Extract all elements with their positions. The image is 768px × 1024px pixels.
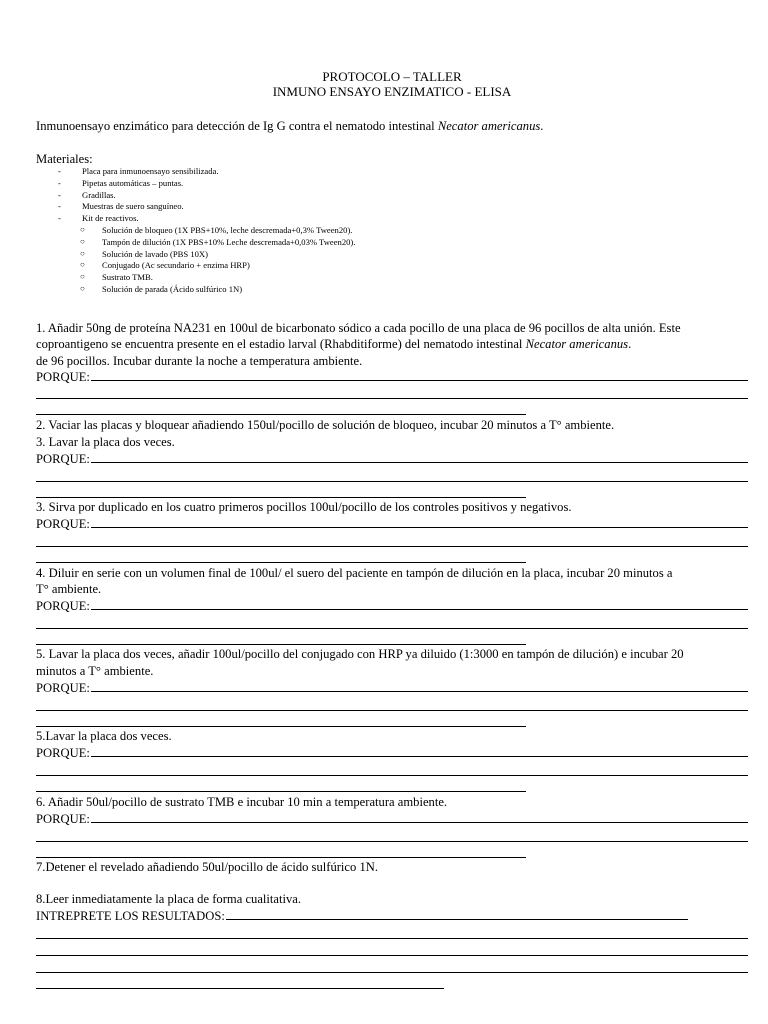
list-item: ○ Solución de bloqueo (1X PBS+10%, leche descremada+0,3% Tween20).: [80, 224, 353, 235]
answer-line[interactable]: [36, 726, 526, 727]
document-subtitle: INMUNO ENSAYO ENZIMATICO - ELISA: [272, 84, 512, 99]
reagent-kit-list: [58, 225, 355, 296]
list-item: - Pipetas automáticas – puntas.: [58, 177, 184, 188]
answer-line[interactable]: [36, 628, 748, 629]
list-item: ○ Tampón de dilución (1X PBS+10% Leche descremada+0,03% Tween20).: [80, 236, 356, 247]
answer-line[interactable]: [36, 841, 748, 842]
list-item: - Gradillas.: [58, 189, 116, 200]
bullet-circle-icon: ○: [80, 236, 85, 246]
answer-line[interactable]: [36, 857, 526, 858]
porque-answer-line[interactable]: PORQUE:: [36, 599, 748, 612]
step-6: 6. Añadir 50ul/pocillo de sustrato TMB e incubar 10 min a temperatura ambiente.: [36, 795, 448, 809]
porque-answer-line[interactable]: PORQUE:: [36, 452, 748, 465]
answer-line[interactable]: [36, 644, 526, 645]
porque-answer-line[interactable]: PORQUE:: [36, 370, 748, 383]
answer-line[interactable]: [36, 791, 526, 792]
answer-line[interactable]: [36, 938, 748, 939]
step-1-line-1: 1. Añadir 50ng de proteína NA231 en 100ul de bicarbonato sódico a cada pocillo de una placa de 96 pocillos de alta unión. Este: [36, 321, 681, 335]
interpret-results-line[interactable]: INTREPRETE LOS RESULTADOS:: [36, 909, 688, 922]
porque-answer-line[interactable]: PORQUE:: [36, 517, 748, 530]
species-name: Necator americanus: [437, 119, 541, 133]
materials-heading: Materiales:: [36, 152, 93, 166]
answer-line[interactable]: [36, 497, 526, 498]
answer-line[interactable]: [36, 562, 526, 563]
porque-answer-line[interactable]: PORQUE:: [36, 812, 748, 825]
list-item: ○ Solución de parada (Ácido sulfúrico 1N): [80, 283, 243, 294]
answer-line[interactable]: [36, 481, 748, 482]
answer-line[interactable]: [36, 972, 748, 973]
step-1-line-3: de 96 pocillos. Incubar durante la noche a temperatura ambiente.: [36, 354, 363, 368]
answer-line[interactable]: [36, 398, 748, 399]
step-5-line-1: 5. Lavar la placa dos veces, añadir 100ul/pocillo del conjugado con HRP ya diluido (1:3000 en tampón de dilución) e incubar 20: [36, 647, 684, 661]
step-7: 7.Detener el revelado añadiendo 50ul/pocillo de ácido sulfúrico 1N.: [36, 860, 379, 874]
intro-paragraph: Inmunoensayo enzimático para detección de Ig G contra el nematodo intestinal Necator americanus.: [36, 119, 544, 133]
step-8: 8.Leer inmediatamente la placa de forma cualitativa.: [36, 892, 302, 906]
list-item: ○ Solución de lavado (PBS 10X): [80, 248, 208, 259]
list-item: ○ Conjugado (Ac secundario + enzima HRP): [80, 260, 250, 271]
answer-line[interactable]: [36, 988, 444, 989]
bullet-circle-icon: ○: [80, 272, 85, 282]
answer-line[interactable]: [36, 775, 748, 776]
step-1-line-2: coproantigeno se encuentra presente en el estadio larval (Rhabditiforme) del nematodo intestinal Necator americanus.: [36, 337, 632, 351]
step-5-wash: 5.Lavar la placa dos veces.: [36, 729, 172, 743]
porque-answer-line[interactable]: PORQUE:: [36, 746, 748, 759]
bullet-circle-icon: ○: [80, 260, 85, 270]
document-title: PROTOCOLO – TALLER: [322, 69, 462, 84]
step-4-line-1: 4. Diluir en serie con un volumen final de 100ul/ el suero del paciente en tampón de dilución en la placa, incubar 20 minutos a: [36, 566, 673, 580]
step-2: 2. Vaciar las placas y bloquear añadiendo 150ul/pocillo de solución de bloqueo, incubar 20 minutos a T° ambiente.: [36, 418, 615, 432]
list-item: - Kit de reactivos. ○ Solución de bloqueo (1X PBS+10%, leche descremada+0,3% Tween20). ○ Tampón de dilución (1X PBS+10% Leche descremada+0,03% Tween20). ○ Solución de lavado (PBS 10X) ○ Conjugado (Ac secundario + enzima HRP) ○ Sustrato TMB. ○ Solución de parada (Ácido sulfúrico 1N): [58, 213, 356, 294]
step-5-line-2: minutos a T° ambiente.: [36, 664, 154, 678]
list-item: - Muestras de suero sanguíneo.: [58, 201, 184, 212]
answer-line[interactable]: [36, 710, 748, 711]
answer-line[interactable]: [36, 414, 526, 415]
materials-list: [58, 166, 355, 296]
list-item: - Placa para inmunoensayo sensibilizada.: [58, 166, 219, 176]
species-name: Necator americanus: [525, 337, 629, 351]
bullet-circle-icon: ○: [80, 283, 85, 293]
answer-line[interactable]: [36, 955, 748, 956]
step-3: 3. Lavar la placa dos veces.: [36, 435, 175, 449]
list-item: ○ Sustrato TMB.: [80, 272, 153, 283]
step-3-controls: 3. Sirva por duplicado en los cuatro primeros pocillos 100ul/pocillo de los controles positivos y negativos.: [36, 500, 572, 514]
answer-line[interactable]: [36, 546, 748, 547]
step-4-line-2: T° ambiente.: [36, 582, 102, 596]
porque-answer-line[interactable]: PORQUE:: [36, 681, 748, 694]
bullet-circle-icon: ○: [80, 248, 85, 258]
bullet-circle-icon: ○: [80, 224, 85, 234]
